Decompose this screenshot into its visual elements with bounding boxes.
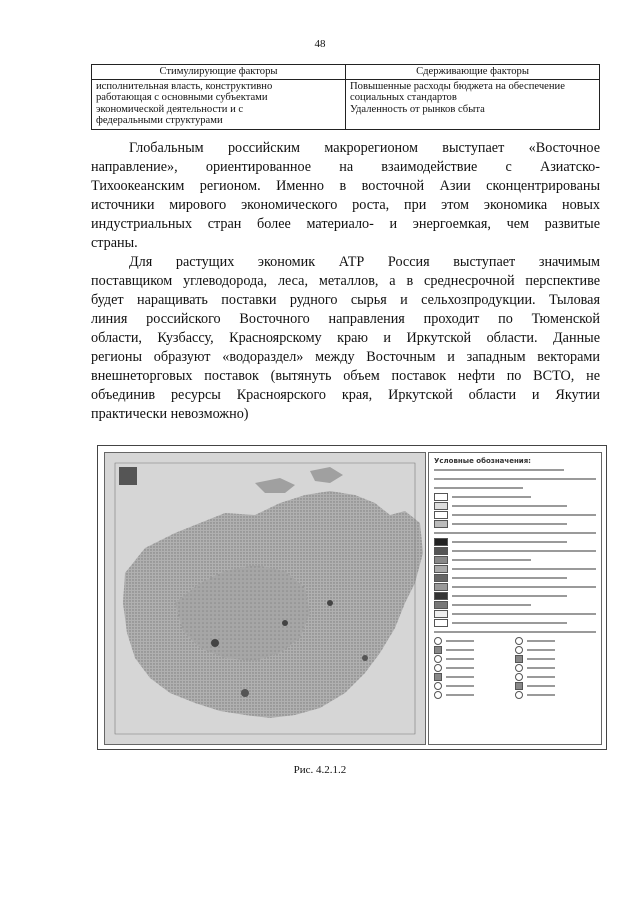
legend-row <box>434 547 596 555</box>
legend-row <box>434 574 596 582</box>
symbol-icon <box>434 655 442 663</box>
header-restraining: Сдерживающие факторы <box>346 65 600 80</box>
map-symbol-circle <box>211 639 219 647</box>
symbol-icon <box>515 646 523 654</box>
map-figure <box>97 445 607 750</box>
page-number: 48 <box>314 38 326 50</box>
text-line: линия российского Восточного направления проходит по Тюменской <box>91 311 600 327</box>
symbol-icon <box>515 682 523 690</box>
map-symbol-circle <box>362 655 368 661</box>
table-row <box>92 79 600 129</box>
map-symbol-circle <box>282 620 288 626</box>
legend-row <box>434 502 596 510</box>
legend-row <box>434 520 596 528</box>
legend-row <box>434 484 596 492</box>
legend-row <box>434 556 596 564</box>
symbol-icon <box>434 637 442 645</box>
figure-caption: Рис. 4.2.1.2 <box>293 764 347 776</box>
legend-row <box>434 493 596 501</box>
legend-row <box>434 565 596 573</box>
stimulating-cell <box>92 79 346 129</box>
symbol-icon <box>434 691 442 699</box>
map-symbol-circle <box>241 689 249 697</box>
text-line: страны. <box>91 235 138 251</box>
legend-title: Условные обозначения: <box>434 457 531 465</box>
header-stimulating: Стимулирующие факторы <box>92 65 346 80</box>
symbol-icon <box>434 646 442 654</box>
restraining-cell <box>346 79 600 129</box>
paragraph-apr-economies <box>91 253 600 424</box>
cell-line: федеральными структурами <box>96 115 223 127</box>
legend-row <box>434 475 596 483</box>
symbol-icon <box>515 637 523 645</box>
cell-line: Удаленность от рынков сбыта <box>350 103 485 115</box>
factors-table <box>91 64 600 130</box>
text-line: направление», ориентированное на взаимодействие с Азиатско- <box>91 159 600 175</box>
text-line: индустриальных стран более материало- и энергоемкая, чем развитые <box>91 216 600 232</box>
map-image <box>104 452 426 745</box>
table-header-row <box>92 65 600 80</box>
russia-map-graphic <box>105 453 425 744</box>
text-line: поставщиком углеводорода, леса, металлов, а в среднесрочной перспективе <box>91 273 600 289</box>
text-line: источники мирового экономического роста, при этом экономика новых <box>91 197 600 213</box>
map-emblem <box>119 467 137 485</box>
legend-row <box>434 466 596 474</box>
text-line: практически невозможно) <box>91 406 249 422</box>
legend-row <box>434 592 596 600</box>
legend-row <box>434 511 596 519</box>
symbol-icon <box>434 664 442 672</box>
legend-row <box>434 601 596 609</box>
cell-line: экономической деятельности и с <box>96 103 244 115</box>
text-line: области, Кузбассу, Красноярскому краю и Иркутской области. Данные <box>91 330 600 346</box>
legend-row <box>434 610 596 618</box>
text-line: Глобальным российским макрорегионом выступает «Восточное <box>129 140 600 156</box>
text-line: объединив ресурсы Красноярского края, Иркутской области и Якутии <box>91 387 600 403</box>
legend-row <box>434 529 596 537</box>
text-line: будет наращивать поставки рудного сырья и сельхозпродукции. Тыловая <box>91 292 600 308</box>
text-line: регионы образуют «водораздел» между Восточным и западным векторами <box>91 349 600 365</box>
legend-row <box>434 619 596 627</box>
cell-line: работающая с основными субъектами <box>96 92 268 104</box>
symbol-icon <box>515 664 523 672</box>
map-legend <box>428 452 602 745</box>
map-symbol-circle <box>327 600 333 606</box>
cell-line: Повышенные расходы бюджета на обеспечение <box>350 80 565 92</box>
legend-symbols <box>434 637 596 700</box>
symbol-icon <box>515 655 523 663</box>
symbol-icon <box>515 691 523 699</box>
legend-row <box>434 583 596 591</box>
paragraph-east-direction <box>91 139 600 253</box>
symbol-icon <box>434 673 442 681</box>
text-line: Тихоокеанским регионом. Именно в восточной Азии сконцентрированы <box>91 178 600 194</box>
text-line: Для растущих экономик АТР Россия выступает значимым <box>129 254 600 270</box>
legend-row <box>434 628 596 636</box>
cell-line: социальных стандартов <box>350 92 457 104</box>
text-line: внешнеторговых поставок (вытянуть объем поставок нефти по ВСТО, не <box>91 368 600 384</box>
symbol-icon <box>515 673 523 681</box>
symbol-icon <box>434 682 442 690</box>
cell-line: исполнительная власть, конструктивно <box>96 80 273 92</box>
legend-row <box>434 538 596 546</box>
